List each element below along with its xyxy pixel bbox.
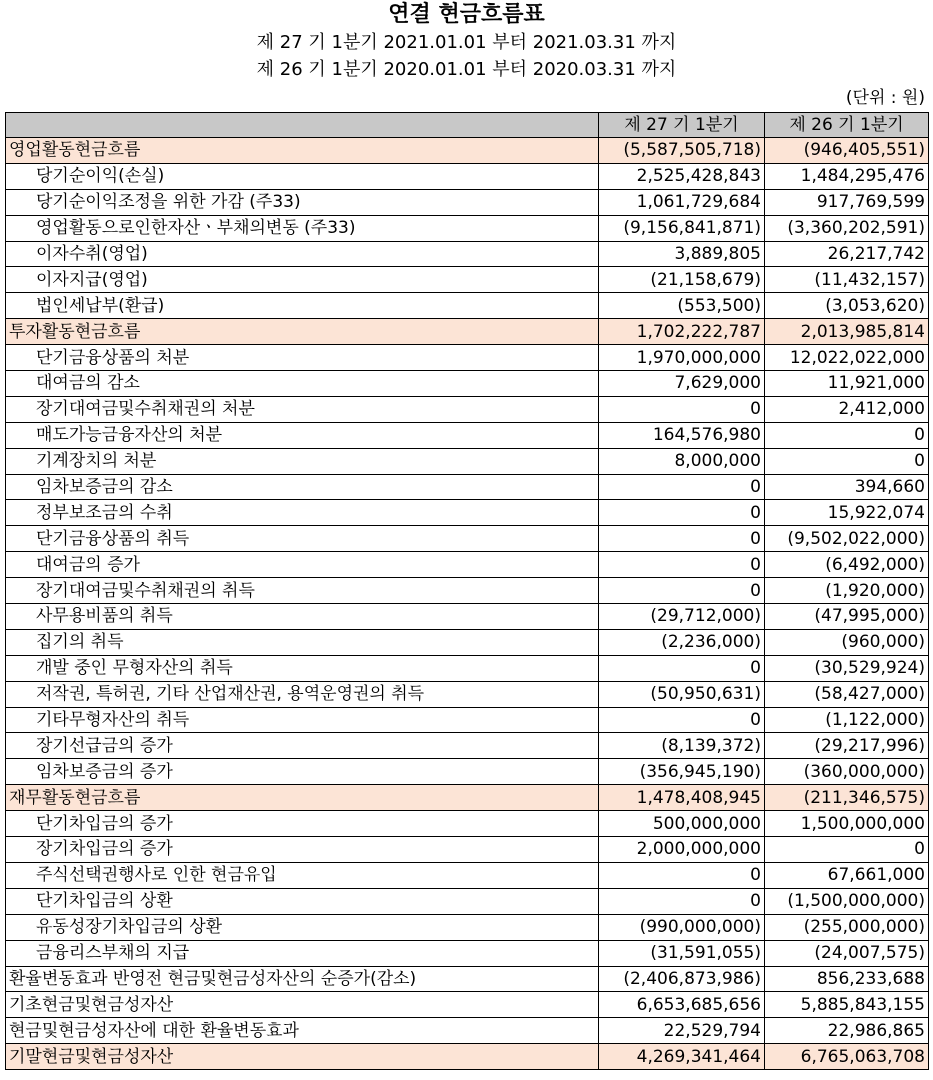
- row-label: 정부보조금의 수취: [6, 500, 599, 526]
- table-row: [6, 267, 929, 293]
- table-row: [6, 448, 929, 474]
- current-period-value: (2,236,000): [599, 629, 765, 655]
- prior-period-value: 6,765,063,708: [765, 1044, 929, 1070]
- table-row: [6, 241, 929, 267]
- table-row: [6, 733, 929, 759]
- table-row: [6, 319, 929, 345]
- table-row: [6, 604, 929, 630]
- prior-period-value: 2,412,000: [765, 396, 929, 422]
- row-label: 기계장치의 처분: [6, 448, 599, 474]
- prior-period-value: 0: [765, 837, 929, 863]
- prior-period-value: (9,502,022,000): [765, 526, 929, 552]
- period-prior: 제 26 기 1분기 2020.01.01 부터 2020.03.31 까지: [256, 59, 677, 80]
- row-label: 장기대여금및수취채권의 취득: [6, 578, 599, 604]
- row-label: 당기순이익(손실): [6, 163, 599, 189]
- table-row: [6, 396, 929, 422]
- table-header-row: [6, 113, 929, 138]
- current-period-value: 6,653,685,656: [599, 992, 765, 1018]
- current-period-value: 0: [599, 862, 765, 888]
- table-row: [6, 837, 929, 863]
- row-label: 장기대여금및수취채권의 처분: [6, 396, 599, 422]
- prior-period-value: (47,995,000): [765, 604, 929, 630]
- row-label: 매도가능금융자산의 처분: [6, 422, 599, 448]
- row-label: 단기금융상품의 처분: [6, 345, 599, 371]
- table-row: [6, 500, 929, 526]
- statement-title: 연결 현금흐름표: [388, 1, 545, 27]
- row-label: 단기금융상품의 취득: [6, 526, 599, 552]
- row-label: 금융리스부채의 지급: [6, 940, 599, 966]
- current-period-value: (8,139,372): [599, 733, 765, 759]
- current-period-value: (990,000,000): [599, 914, 765, 940]
- cash-flow-table: [5, 112, 929, 1070]
- prior-period-value: 1,484,295,476: [765, 163, 929, 189]
- row-label: 임차보증금의 감소: [6, 474, 599, 500]
- prior-period-value: 22,986,865: [765, 1018, 929, 1044]
- table-row: [6, 629, 929, 655]
- current-period-value: (5,587,505,718): [599, 138, 765, 164]
- current-period-value: (2,406,873,986): [599, 966, 765, 992]
- table-row: [6, 1044, 929, 1070]
- row-label: 환율변동효과 반영전 현금및현금성자산의 순증가(감소): [6, 966, 599, 992]
- current-period-value: (50,950,631): [599, 681, 765, 707]
- current-period-value: 22,529,794: [599, 1018, 765, 1044]
- prior-period-value: (1,122,000): [765, 707, 929, 733]
- current-period-value: 7,629,000: [599, 371, 765, 397]
- current-period-value: 3,889,805: [599, 241, 765, 267]
- row-label: 재무활동현금흐름: [6, 785, 599, 811]
- current-period-value: 0: [599, 578, 765, 604]
- current-period-value: (31,591,055): [599, 940, 765, 966]
- current-period-value: 164,576,980: [599, 422, 765, 448]
- current-period-value: 0: [599, 655, 765, 681]
- row-label: 기타무형자산의 취득: [6, 707, 599, 733]
- header-current-period: 제 27 기 1분기: [599, 113, 765, 138]
- row-label: 이자지급(영업): [6, 267, 599, 293]
- current-period-value: 500,000,000: [599, 811, 765, 837]
- table-row: [6, 992, 929, 1018]
- prior-period-value: (211,346,575): [765, 785, 929, 811]
- table-row: [6, 888, 929, 914]
- table-row: [6, 371, 929, 397]
- table-row: [6, 681, 929, 707]
- prior-period-value: 67,661,000: [765, 862, 929, 888]
- current-period-value: 2,000,000,000: [599, 837, 765, 863]
- table-row: [6, 811, 929, 837]
- current-period-value: 2,525,428,843: [599, 163, 765, 189]
- row-label: 기초현금및현금성자산: [6, 992, 599, 1018]
- row-label: 영업활동현금흐름: [6, 138, 599, 164]
- prior-period-value: (6,492,000): [765, 552, 929, 578]
- current-period-value: 8,000,000: [599, 448, 765, 474]
- current-period-value: 0: [599, 396, 765, 422]
- current-period-value: (21,158,679): [599, 267, 765, 293]
- table-row: [6, 862, 929, 888]
- table-row: [6, 914, 929, 940]
- prior-period-value: 917,769,599: [765, 189, 929, 215]
- prior-period-value: 2,013,985,814: [765, 319, 929, 345]
- prior-period-value: (58,427,000): [765, 681, 929, 707]
- table-row: [6, 422, 929, 448]
- current-period-value: 0: [599, 474, 765, 500]
- row-label: 단기차입금의 증가: [6, 811, 599, 837]
- row-label: 현금및현금성자산에 대한 환율변동효과: [6, 1018, 599, 1044]
- current-period-value: 1,478,408,945: [599, 785, 765, 811]
- period-current: 제 27 기 1분기 2021.01.01 부터 2021.03.31 까지: [256, 32, 677, 53]
- row-label: 유동성장기차입금의 상환: [6, 914, 599, 940]
- current-period-value: 0: [599, 707, 765, 733]
- prior-period-value: (29,217,996): [765, 733, 929, 759]
- header-prior-period: 제 26 기 1분기: [765, 113, 929, 138]
- row-label: 사무용비품의 취득: [6, 604, 599, 630]
- row-label: 영업활동으로인한자산ㆍ부채의변동 (주33): [6, 215, 599, 241]
- row-label: 집기의 취득: [6, 629, 599, 655]
- row-label: 대여금의 증가: [6, 552, 599, 578]
- current-period-value: 0: [599, 526, 765, 552]
- table-row: [6, 785, 929, 811]
- current-period-value: 0: [599, 500, 765, 526]
- table-row: [6, 578, 929, 604]
- row-label: 저작권, 특허권, 기타 산업재산권, 용역운영권의 취득: [6, 681, 599, 707]
- prior-period-value: 1,500,000,000: [765, 811, 929, 837]
- prior-period-value: 0: [765, 448, 929, 474]
- table-row: [6, 1018, 929, 1044]
- header-label-cell: [6, 113, 599, 138]
- table-row: [6, 707, 929, 733]
- unit-label: (단위 : 원): [845, 88, 925, 108]
- prior-period-value: (1,500,000,000): [765, 888, 929, 914]
- current-period-value: 1,702,222,787: [599, 319, 765, 345]
- prior-period-value: (1,920,000): [765, 578, 929, 604]
- prior-period-value: (946,405,551): [765, 138, 929, 164]
- table-row: [6, 759, 929, 785]
- current-period-value: 1,970,000,000: [599, 345, 765, 371]
- row-label: 법인세납부(환급): [6, 293, 599, 319]
- current-period-value: 0: [599, 552, 765, 578]
- prior-period-value: (11,432,157): [765, 267, 929, 293]
- row-label: 장기선급금의 증가: [6, 733, 599, 759]
- row-label: 당기순이익조정을 위한 가감 (주33): [6, 189, 599, 215]
- row-label: 투자활동현금흐름: [6, 319, 599, 345]
- table-row: [6, 345, 929, 371]
- row-label: 단기차입금의 상환: [6, 888, 599, 914]
- prior-period-value: 394,660: [765, 474, 929, 500]
- prior-period-value: 856,233,688: [765, 966, 929, 992]
- prior-period-value: (24,007,575): [765, 940, 929, 966]
- table-row: [6, 189, 929, 215]
- prior-period-value: (30,529,924): [765, 655, 929, 681]
- table-row: [6, 655, 929, 681]
- prior-period-value: 11,921,000: [765, 371, 929, 397]
- current-period-value: 1,061,729,684: [599, 189, 765, 215]
- prior-period-value: (255,000,000): [765, 914, 929, 940]
- row-label: 장기차입금의 증가: [6, 837, 599, 863]
- current-period-value: (9,156,841,871): [599, 215, 765, 241]
- prior-period-value: 5,885,843,155: [765, 992, 929, 1018]
- prior-period-value: 26,217,742: [765, 241, 929, 267]
- table-row: [6, 293, 929, 319]
- table-row: [6, 940, 929, 966]
- prior-period-value: (360,000,000): [765, 759, 929, 785]
- prior-period-value: 15,922,074: [765, 500, 929, 526]
- table-row: [6, 215, 929, 241]
- table-row: [6, 526, 929, 552]
- table-row: [6, 163, 929, 189]
- current-period-value: (356,945,190): [599, 759, 765, 785]
- current-period-value: 4,269,341,464: [599, 1044, 765, 1070]
- row-label: 개발 중인 무형자산의 취득: [6, 655, 599, 681]
- prior-period-value: (3,053,620): [765, 293, 929, 319]
- prior-period-value: (3,360,202,591): [765, 215, 929, 241]
- current-period-value: (553,500): [599, 293, 765, 319]
- table-row: [6, 966, 929, 992]
- table-row: [6, 474, 929, 500]
- row-label: 기말현금및현금성자산: [6, 1044, 599, 1070]
- current-period-value: 0: [599, 888, 765, 914]
- row-label: 대여금의 감소: [6, 371, 599, 397]
- prior-period-value: 0: [765, 422, 929, 448]
- row-label: 이자수취(영업): [6, 241, 599, 267]
- table-row: [6, 138, 929, 164]
- current-period-value: (29,712,000): [599, 604, 765, 630]
- row-label: 주식선택권행사로 인한 현금유입: [6, 862, 599, 888]
- prior-period-value: 12,022,022,000: [765, 345, 929, 371]
- prior-period-value: (960,000): [765, 629, 929, 655]
- row-label: 임차보증금의 증가: [6, 759, 599, 785]
- table-row: [6, 552, 929, 578]
